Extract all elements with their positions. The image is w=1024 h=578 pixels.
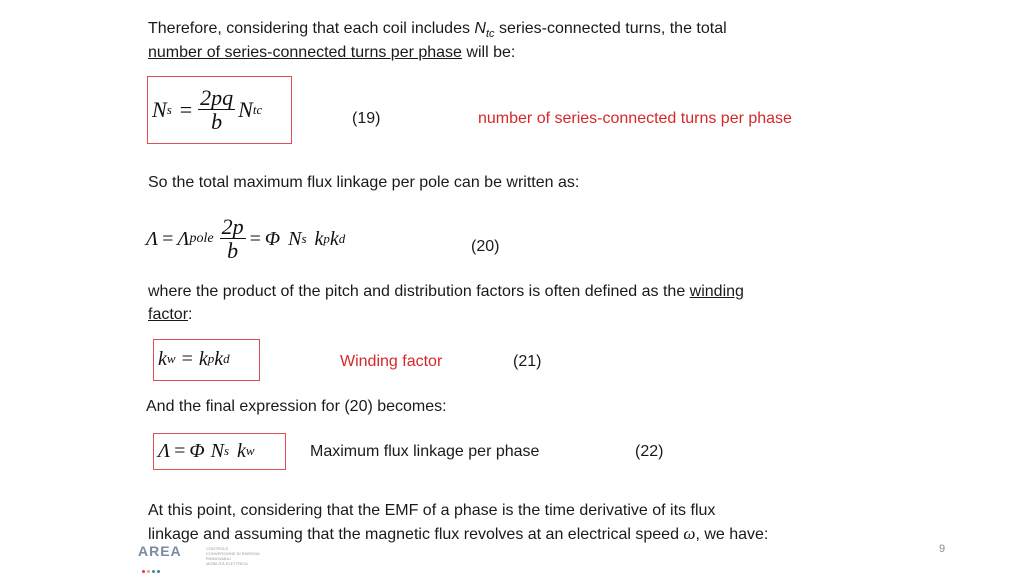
equation-19-number: (19) — [352, 110, 381, 127]
kw-subscript: w — [166, 351, 176, 366]
logo-line-4: MOBILITÀ ELETTRICA — [206, 561, 248, 566]
emf-intro-line-1: At this point, considering that the EMF of a phase is the time derivative of its flux — [148, 502, 716, 519]
equation-21 — [158, 342, 230, 376]
equals-sign: = — [174, 439, 186, 462]
page-number: 9 — [939, 543, 946, 555]
equals-sign: = — [181, 347, 193, 370]
factor-term: factor — [148, 306, 189, 323]
intro-line-2-end: will be: — [461, 44, 516, 61]
area-logo — [138, 543, 258, 573]
kd-subscript: d — [223, 351, 230, 366]
intro-line-2 — [148, 41, 515, 64]
logo-line-2: CONVERSIONE DI ENERGIA — [206, 551, 260, 556]
ns-subscript: s — [223, 443, 230, 458]
kw-symbol: k — [237, 439, 246, 462]
winding-term: winding — [689, 283, 744, 300]
ntc-subscript: tc — [485, 28, 495, 41]
equation-19-caption: number of series-connected turns per phase — [478, 110, 792, 127]
winding-factor-intro-line-2 — [148, 303, 192, 326]
intro-text-end: series-connected turns, the total — [494, 20, 727, 37]
lambda-pole-symbol: Λ — [177, 227, 190, 250]
kd-symbol: k — [329, 227, 339, 250]
lambda-symbol: Λ — [146, 227, 159, 250]
equation-21-caption: Winding factor — [340, 353, 443, 370]
fraction-2p-b — [220, 215, 246, 263]
kp-subscript: p — [323, 231, 330, 246]
kp-symbol: k — [314, 227, 324, 250]
emf-intro-text: linkage and assuming that the magnetic flux revolves at an electrical speed — [148, 526, 684, 543]
ns-symbol: N — [210, 439, 224, 462]
kd-symbol: k — [214, 347, 224, 370]
fraction-2pq-b — [198, 86, 235, 134]
equals-sign-1: = — [162, 227, 174, 250]
pole-subscript: pole — [189, 231, 214, 246]
kp-subscript: p — [207, 351, 215, 366]
kw-subscript: w — [245, 443, 255, 458]
turns-per-phase-term: number of series-connected turns per phase — [148, 44, 462, 61]
equation-22 — [158, 435, 255, 467]
kp-symbol: k — [198, 347, 208, 370]
equation-20-number: (20) — [471, 238, 500, 255]
fraction-numerator: 2pq — [200, 84, 234, 110]
kd-subscript: d — [338, 231, 346, 246]
logo-line-1: CONTROLS — [206, 546, 229, 551]
ns-subscript: s — [301, 231, 307, 246]
logo-line-3: RINNOVABILI — [206, 556, 232, 561]
equation-19 — [152, 82, 262, 138]
ntc-symbol: N — [474, 20, 486, 37]
equals-sign: = — [179, 97, 193, 122]
intro-text: Therefore, considering that each coil includes — [148, 20, 475, 37]
logo-dots — [142, 560, 162, 578]
equation-21-number: (21) — [513, 353, 542, 370]
ntc-symbol-eq: N — [238, 97, 253, 122]
winding-factor-intro-line-1 — [148, 280, 744, 303]
kw-symbol: k — [158, 347, 167, 370]
equation-20 — [146, 210, 345, 268]
logo-subtitles — [206, 546, 260, 566]
flux-linkage-intro: So the total maximum flux linkage per pole can be written as: — [148, 174, 580, 191]
fraction-numerator: 2p — [221, 213, 244, 239]
phi-symbol: Φ — [189, 439, 205, 462]
winding-intro-text: where the product of the pitch and distribution factors is often defined as the — [148, 283, 690, 300]
emf-intro-end: , we have: — [695, 526, 769, 543]
final-expression-intro: And the final expression for (20) becomes: — [146, 398, 447, 415]
equation-22-caption: Maximum flux linkage per phase — [310, 443, 540, 460]
lambda-symbol: Λ — [158, 439, 171, 462]
fraction-denominator: b — [211, 108, 223, 134]
ns-symbol: N — [288, 227, 302, 250]
ns-symbol: N — [152, 97, 167, 122]
area-logo-text: AREA — [138, 543, 182, 559]
omega-symbol: ω — [683, 524, 696, 543]
ntc-subscript-eq: tc — [252, 102, 263, 117]
ns-subscript: s — [166, 102, 172, 117]
fraction-denominator: b — [227, 237, 239, 263]
equation-22-number: (22) — [635, 443, 664, 460]
colon: : — [188, 306, 193, 323]
phi-symbol: Φ — [264, 227, 281, 250]
equals-sign-2: = — [249, 227, 261, 250]
